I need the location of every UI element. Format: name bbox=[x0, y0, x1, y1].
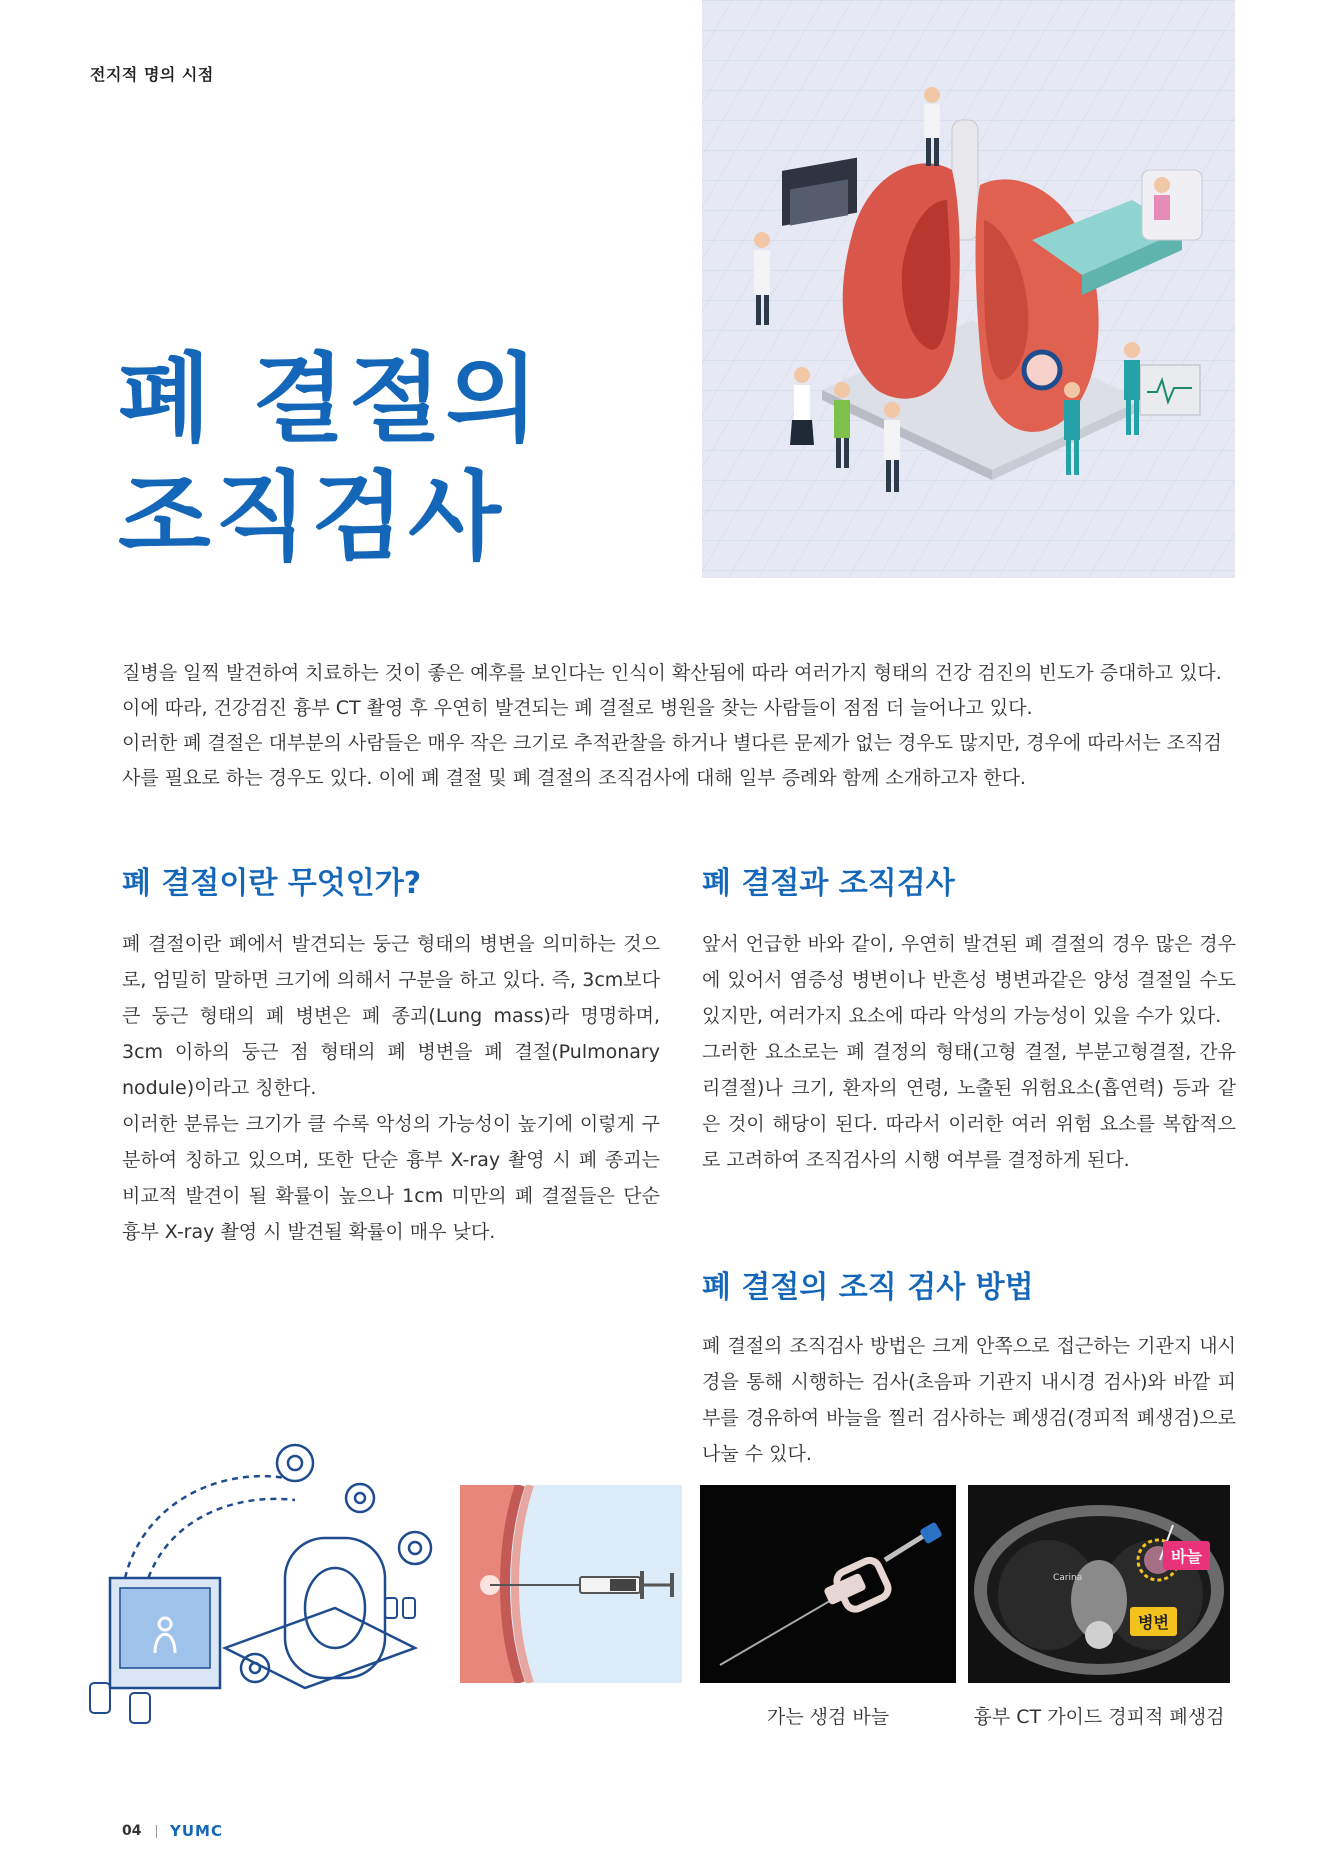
needle-biopsy-illustration bbox=[460, 1485, 682, 1683]
ct-scan-icon bbox=[968, 1485, 1230, 1683]
hero-illustration bbox=[702, 0, 1235, 578]
intro-paragraph: 이러한 폐 결절은 대부분의 사람들은 매우 작은 크기로 추적관찰을 하거나 별다른 문제가 없는 경우도 많지만, 경우에 따라서는 조직검사를 필요로 하는 경우도 있다. 이에 폐 결절 및 폐 결절의 조직검사에 대해 일부 증례와 함께 소개하고자 한다. bbox=[122, 732, 1222, 789]
section1-paragraph: 폐 결절이란 폐에서 발견되는 둥근 형태의 병변을 의미하는 것으로, 엄밀히 말하면 크기에 의해서 구분을 하고 있다. 즉, 3cm보다 큰 둥근 형태의 폐 병변은 폐 종괴(Lung mass)라 명명하며, 3cm 이하의 둥근 점 형태의 폐 병변을 폐 결절(Pulmonary nodule)이라고 칭한다. bbox=[122, 933, 660, 1099]
biopsy-needle-icon bbox=[700, 1485, 956, 1683]
ct-label-lesion: 병변 bbox=[1130, 1607, 1177, 1636]
page-title bbox=[118, 340, 542, 576]
section3-heading: 폐 결절의 조직 검사 방법 bbox=[702, 1270, 1034, 1305]
section2-paragraph: 그러한 요소로는 폐 결정의 형태(고형 결절, 부분고형결절, 간유리결절)나 크기, 환자의 연령, 노출된 위험요소(흡연력) 등과 같은 것이 해당이 된다. 따라서 이러한 여러 위험 요소를 복합적으로 고려하여 조직검사의 시행 여부를 결정하게 된다. bbox=[702, 1041, 1236, 1171]
ct-label-needle: 바늘 bbox=[1163, 1541, 1210, 1570]
page-title-line2: 조직검사 bbox=[118, 461, 505, 573]
page-number: 04 bbox=[122, 1823, 142, 1839]
ct-scanner-illustration bbox=[85, 1438, 440, 1738]
needle-caption: 가는 생검 바늘 bbox=[766, 1706, 890, 1728]
intro-text bbox=[122, 656, 1236, 796]
section1-heading: 폐 결절이란 무엇인가? bbox=[122, 866, 422, 901]
ct-label-carina: Carina bbox=[1053, 1573, 1083, 1583]
ct-scanner-icon bbox=[85, 1438, 440, 1738]
footer-divider bbox=[156, 1825, 157, 1838]
section3-body bbox=[702, 1328, 1236, 1472]
section-label: 전지적 명의 시점 bbox=[90, 65, 214, 84]
page-title-line1: 폐 결절의 bbox=[118, 343, 543, 455]
footer-logo: YUMC bbox=[170, 1822, 223, 1840]
section1-body bbox=[122, 926, 660, 1250]
section2-heading: 폐 결절과 조직검사 bbox=[702, 866, 955, 901]
lungs-hospital-illustration bbox=[702, 0, 1235, 578]
ct-caption: 흉부 CT 가이드 경피적 폐생검 bbox=[973, 1706, 1225, 1728]
intro-paragraph: 질병을 일찍 발견하여 치료하는 것이 좋은 예후를 보인다는 인식이 확산됨에 따라 여러가지 형태의 건강 검진의 빈도가 증대하고 있다. 이에 따라, 건강검진 흉부 CT 촬영 후 우연히 발견되는 폐 결절로 병원을 찾는 사람들이 점점 더 늘어나고 있다. bbox=[122, 662, 1222, 719]
syringe-icon bbox=[460, 1485, 682, 1683]
section2-paragraph: 앞서 언급한 바와 같이, 우연히 발견된 폐 결절의 경우 많은 경우에 있어서 염증성 병변이나 반흔성 병변과같은 양성 결절일 수도 있지만, 여러가지 요소에 따라 악성의 가능성이 있을 수가 있다. bbox=[702, 933, 1236, 1027]
biopsy-needle-photo bbox=[700, 1485, 956, 1683]
section2-body bbox=[702, 926, 1236, 1178]
ct-scan-image bbox=[968, 1485, 1230, 1683]
section1-paragraph: 이러한 분류는 크기가 클 수록 악성의 가능성이 높기에 이렇게 구분하여 칭하고 있으며, 또한 단순 흉부 X-ray 촬영 시 폐 종괴는 비교적 발견이 될 확률이 높으나 1cm 미만의 폐 결절들은 단순 흉부 X-ray 촬영 시 발견될 확률이 매우 낮다. bbox=[122, 1113, 660, 1243]
section3-paragraph: 폐 결절의 조직검사 방법은 크게 안쪽으로 접근하는 기관지 내시경을 통해 시행하는 검사(초음파 기관지 내시경 검사)와 바깥 피부를 경유하여 바늘을 찔러 검사하는 폐생검(경피적 폐생검)으로 나눌 수 있다. bbox=[702, 1335, 1236, 1465]
